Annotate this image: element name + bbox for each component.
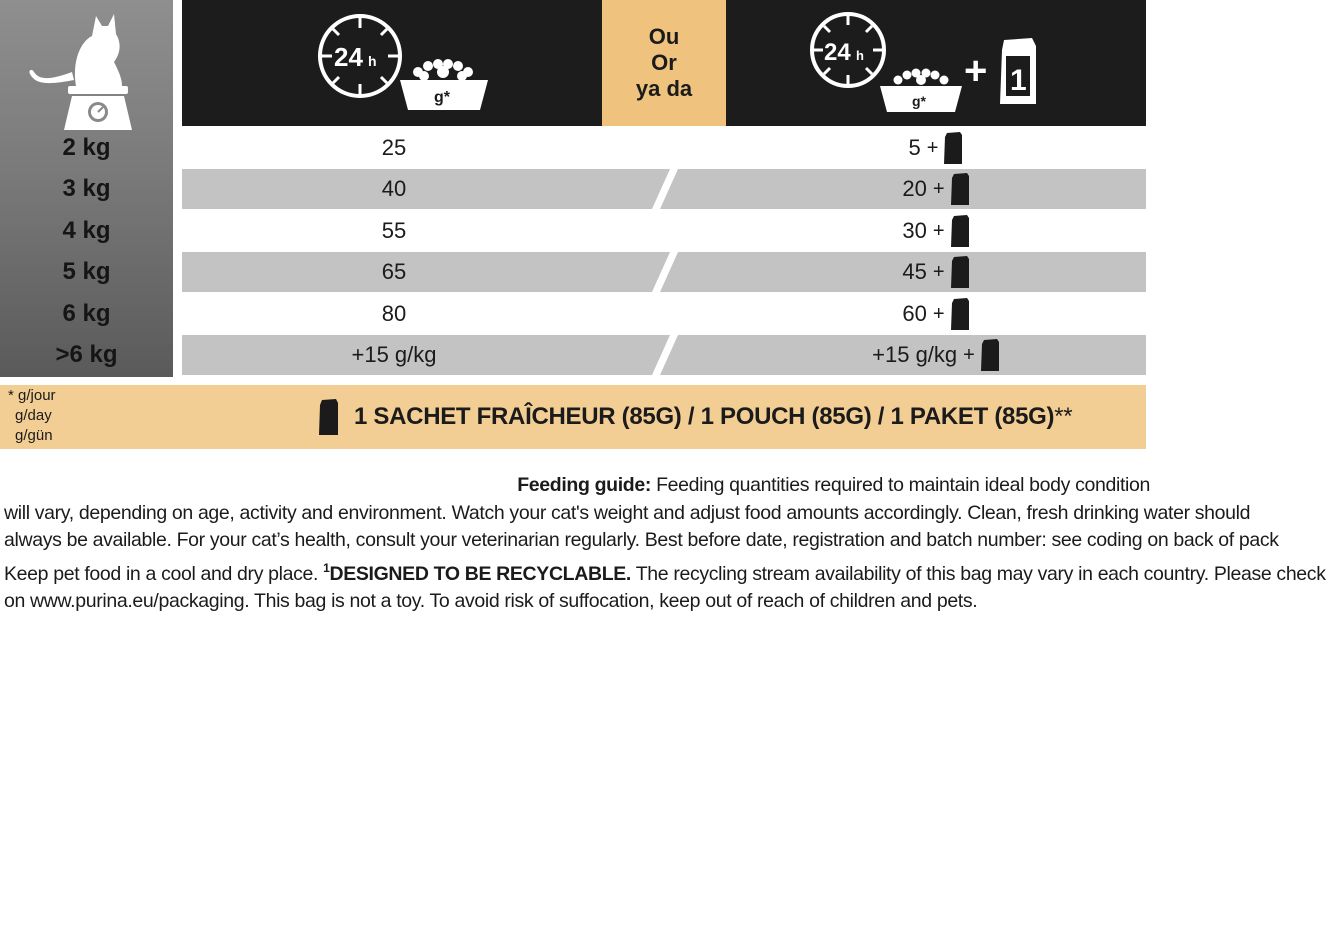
dry-food-amount: +15 g/kg bbox=[351, 342, 437, 367]
mixed-food-cell bbox=[726, 335, 1146, 375]
mixed-food-amount: 45 bbox=[902, 259, 927, 284]
feeding-guide-text: Feeding quantities required to maintain ideal body condition bbox=[651, 474, 1150, 496]
header-dry-food bbox=[182, 0, 602, 126]
weight-label: >6 kg bbox=[55, 341, 118, 368]
dry-food-amount: 40 bbox=[381, 176, 407, 201]
pouch-size-suffix: ** bbox=[1054, 403, 1073, 430]
feeding-guide-title: Feeding guide: bbox=[517, 474, 651, 496]
pouch-icon bbox=[944, 132, 963, 164]
pouch-size-text: 1 SACHET FRAÎCHEUR (85G) / 1 POUCH (85G) / 1 PAKET (85G) bbox=[354, 403, 1055, 430]
plus-sign: + bbox=[963, 344, 975, 366]
pouch-icon bbox=[981, 339, 1000, 371]
header-or bbox=[602, 0, 726, 126]
pouch-size-line bbox=[318, 398, 1072, 436]
clock-hours-unit: h bbox=[856, 48, 864, 63]
weight-label: 5 kg bbox=[62, 258, 111, 285]
table-row bbox=[182, 211, 1146, 251]
table-row bbox=[182, 335, 1146, 375]
table-row bbox=[182, 169, 1146, 209]
dry-food-amount: 25 bbox=[381, 135, 407, 160]
pouch-icon bbox=[951, 215, 970, 247]
mixed-food-cell bbox=[726, 294, 1146, 334]
bowl-grams: g* bbox=[434, 89, 450, 106]
plus-sign: + bbox=[932, 220, 945, 242]
mixed-food-cell bbox=[726, 252, 1146, 292]
footnote-mark: 1 bbox=[323, 560, 330, 575]
mixed-food-cell bbox=[726, 128, 1146, 168]
clock-hours: 24 bbox=[824, 39, 851, 66]
pouch-icon bbox=[951, 298, 970, 330]
bowl-grams: g* bbox=[912, 93, 926, 109]
feeding-guide-text: on www.purina.eu/packaging. This bag is not a toy. To avoid risk of suffocation, keep out of reach of children and pets. bbox=[4, 590, 978, 612]
recyclable-note: DESIGNED TO BE RECYCLABLE. bbox=[329, 562, 631, 585]
table-row bbox=[182, 252, 1146, 292]
weight-label: 4 kg bbox=[62, 217, 111, 244]
mixed-food-cell bbox=[726, 211, 1146, 251]
or-word: ya da bbox=[635, 76, 693, 101]
weight-label: 3 kg bbox=[62, 175, 111, 202]
or-word: Ou bbox=[648, 24, 680, 49]
cat-on-scale-icon bbox=[22, 2, 152, 130]
units-note bbox=[8, 386, 88, 446]
header-mixed-food bbox=[726, 0, 1146, 126]
clock-hours-unit: h bbox=[368, 53, 377, 69]
pouch-icon bbox=[951, 256, 970, 288]
plus-sign: + bbox=[932, 261, 945, 283]
or-word: Or bbox=[651, 50, 677, 75]
mixed-food-amount: 60 bbox=[902, 301, 927, 326]
table-row bbox=[182, 294, 1146, 334]
dry-food-amount: 55 bbox=[381, 218, 407, 243]
table-row bbox=[182, 128, 1146, 168]
clock-bowl-icon bbox=[312, 0, 512, 126]
mixed-food-cell bbox=[726, 169, 1146, 209]
dry-food-amount: 65 bbox=[381, 259, 407, 284]
mixed-food-amount: +15 g/kg bbox=[872, 342, 958, 367]
unit-line: g/gün bbox=[15, 427, 53, 444]
mixed-food-amount: 5 bbox=[908, 135, 921, 160]
clock-hours: 24 bbox=[334, 42, 363, 72]
mixed-food-amount: 20 bbox=[902, 176, 927, 201]
clock-bowl-pouch-icon bbox=[806, 0, 1046, 126]
plus-sign: + bbox=[964, 49, 988, 93]
feeding-guide-text: The recycling stream availability of this bag may vary in each country. Please check bbox=[631, 562, 1326, 585]
dry-food-amount: 80 bbox=[381, 301, 407, 326]
feeding-guide-text: will vary, depending on age, activity and environment. Watch your cat's weight and adjust food amounts accordingly. Clean, fresh drinking water should bbox=[4, 501, 1251, 524]
pouch-count: 1 bbox=[1010, 64, 1027, 97]
weight-label: 2 kg bbox=[62, 134, 111, 161]
unit-line: * g/jour bbox=[8, 387, 56, 404]
plus-sign: + bbox=[932, 303, 945, 325]
weight-label: 6 kg bbox=[62, 300, 111, 327]
mixed-food-amount: 30 bbox=[902, 218, 927, 243]
unit-line: g/day bbox=[15, 407, 52, 424]
plus-sign: + bbox=[926, 137, 939, 159]
feeding-guide-text: Keep pet food in a cool and dry place. bbox=[4, 562, 324, 585]
pouch-icon bbox=[318, 399, 340, 435]
feeding-guide-text: always be available. For your cat’s health, consult your veterinarian regularly. Best before date, registration and batch number: see coding on back of pack bbox=[4, 529, 1279, 551]
feeding-guide bbox=[4, 472, 1326, 616]
plus-sign: + bbox=[932, 178, 945, 200]
weight-column bbox=[0, 0, 173, 377]
pouch-icon bbox=[951, 173, 970, 205]
